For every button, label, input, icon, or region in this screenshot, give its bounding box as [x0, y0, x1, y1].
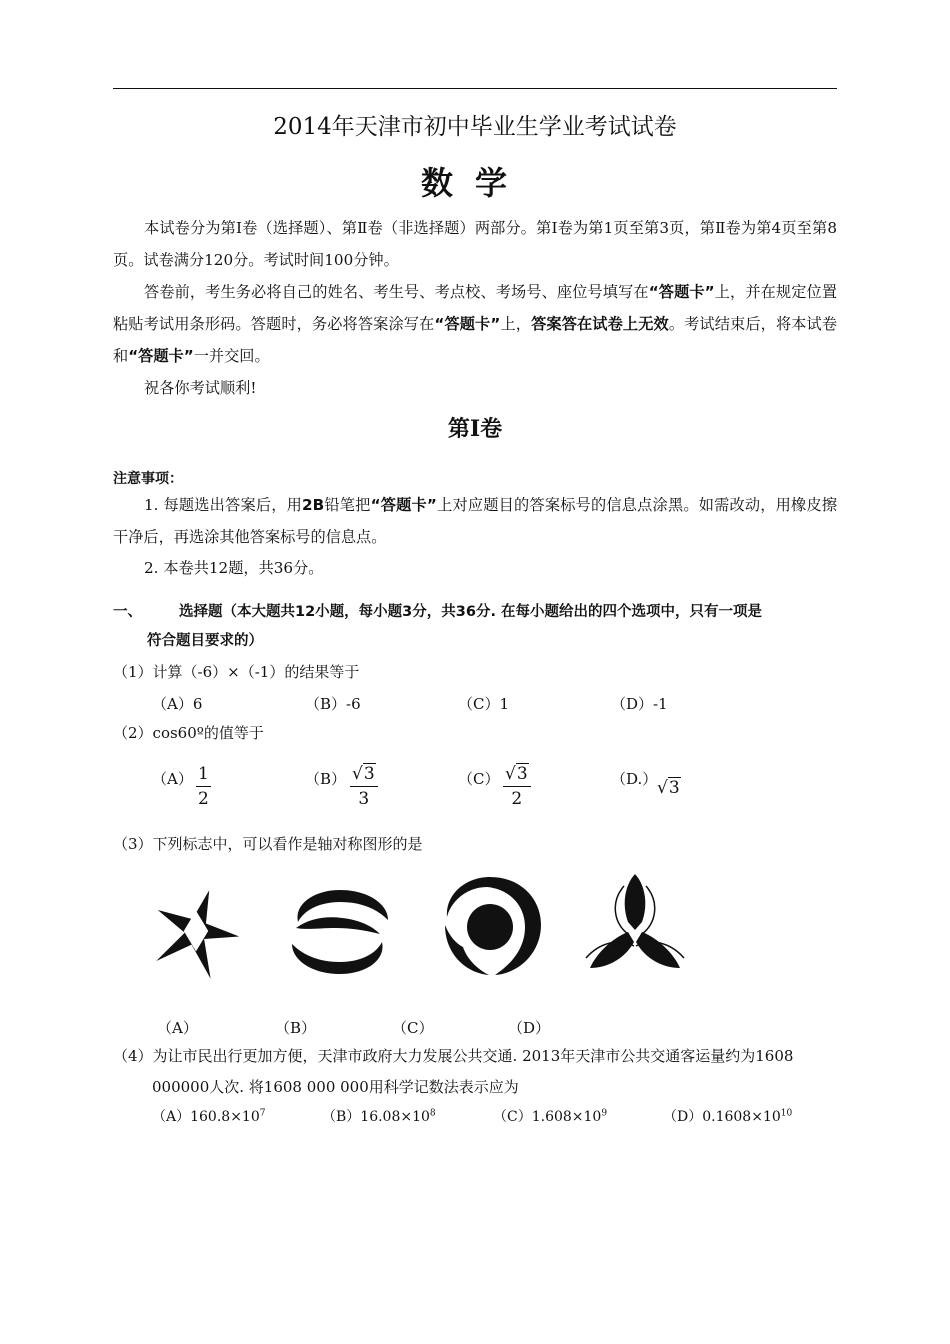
denominator: 3 [358, 789, 370, 809]
section-text: 选择题（本大题共12小题，每小题3分，共36分. 在每小题给出的四个选项中，只有一项是 [179, 604, 762, 620]
answer-card-term: “答题卡” [648, 283, 715, 301]
question-3-stem: （3）下列标志中，可以看作是轴对称图形的是 [113, 835, 423, 853]
q4-option-b [322, 1106, 436, 1126]
section-heading [113, 598, 843, 656]
question-4-stem-line-1: （4）为让市民出行更加方便，天津市政府大力发展公共交通. 2013年天津市公共交通客运量约为1608 [113, 1047, 794, 1065]
exponent: 8 [429, 1108, 436, 1119]
logo-d-trefoil-icon [580, 872, 690, 980]
intro-paragraph-1: 本试卷分为第Ⅰ卷（选择题）、第Ⅱ卷（非选择题）两部分。第Ⅰ卷为第1页至第3页，第Ⅱ卷为第4页至第8页。试卷满分120分。考试时间100分钟。 [113, 219, 837, 269]
intro-paragraph-3: 祝各你考试顺利! [144, 379, 257, 397]
option-text: （B）16.08×10 [322, 1109, 430, 1125]
radicand: 3 [668, 778, 680, 798]
q2-option-a-fraction [196, 764, 211, 809]
q2-option-b-label: （B） [305, 770, 347, 788]
denominator: 2 [511, 789, 523, 809]
notes-title: 注意事项： [113, 471, 183, 487]
radicand: 3 [363, 764, 375, 784]
q2-option-c-fraction [503, 764, 531, 809]
note-item-1 [113, 489, 837, 553]
radicand: 3 [516, 764, 528, 784]
question-4-stem-line-2: 000000人次. 将1608 000 000用科学记数法表示应为 [152, 1078, 519, 1096]
q3-option-d: （D） [508, 1019, 551, 1037]
q2-option-a-label: （A） [152, 770, 193, 788]
intro-paragraph-2 [113, 276, 837, 372]
q1-option-c: （C）1 [458, 695, 510, 713]
option-text: （C）1.608×10 [493, 1109, 602, 1125]
intro-text: 上，并在规定位置粘贴考试用条形码。答题时，务必将答案涂写在 [113, 283, 838, 333]
answer-card-term: “答题卡” [128, 347, 194, 365]
section-number: 一、 [113, 604, 142, 620]
exponent: 7 [259, 1108, 266, 1119]
logo-c-circle-icon [437, 875, 543, 977]
invalid-warning: 答案答在试卷上无效 [531, 315, 669, 333]
exam-title: 2014年天津市初中毕业生学业考试试卷 [273, 114, 677, 140]
q2-option-d-value: √3 [657, 778, 680, 798]
section-text: 符合题目要求的） [147, 633, 263, 649]
intro-text: 答卷前，考生务必将自己的姓名、考生号、考点校、考场号、座位号填写在 [144, 283, 649, 301]
option-text: （D）0.1608×10 [663, 1109, 781, 1125]
answer-card-term: “答题卡” [370, 496, 437, 514]
q3-option-a: （A） [157, 1019, 198, 1037]
numerator: √3 [352, 764, 375, 784]
subject-title: 数学 [420, 164, 529, 202]
logo-b-rings-icon [290, 888, 390, 976]
q4-option-d [663, 1106, 792, 1126]
intro-text: 。考试结束后，将本试卷和 [113, 315, 838, 365]
q3-option-c: （C） [392, 1019, 434, 1037]
header-rule [113, 88, 837, 89]
intro-text: 上， [500, 315, 532, 333]
q1-option-a: （A）6 [152, 695, 203, 713]
numerator: √3 [505, 764, 528, 784]
denominator: 2 [198, 789, 209, 809]
pencil-type: 2B [302, 496, 325, 514]
q4-option-c [493, 1106, 607, 1126]
answer-card-term: “答题卡” [434, 315, 501, 333]
exponent: 9 [601, 1108, 608, 1119]
note-item-2: 2. 本卷共12题，共36分。 [144, 559, 324, 577]
q1-option-b: （B）-6 [305, 695, 361, 713]
q3-option-b: （B） [275, 1019, 317, 1037]
intro-text: 一并交回。 [193, 347, 270, 365]
option-text: （A）160.8×10 [152, 1109, 260, 1125]
numerator: 1 [198, 764, 209, 784]
note-text: 铅笔把 [324, 496, 371, 514]
q1-option-d: （D）-1 [611, 695, 668, 713]
question-2-stem: （2）cos60º的值等于 [113, 724, 264, 742]
note-text: 1. 每题选出答案后，用 [144, 496, 303, 514]
exponent: 10 [780, 1108, 793, 1119]
q2-option-d-label: （D.） [611, 770, 658, 788]
part-heading: 第Ⅰ卷 [447, 416, 503, 442]
q2-option-b-fraction [350, 764, 378, 809]
q4-option-a [152, 1106, 265, 1126]
q2-option-c-label: （C） [458, 770, 500, 788]
logo-a-star-icon [145, 880, 247, 982]
note-text: 上对应题目的答案标号的信息点涂黑。如需改动，用橡皮擦干净后，再选涂其他答案标号的信息点。 [113, 496, 838, 546]
question-1-stem: （1）计算（-6）×（-1）的结果等于 [113, 663, 360, 681]
